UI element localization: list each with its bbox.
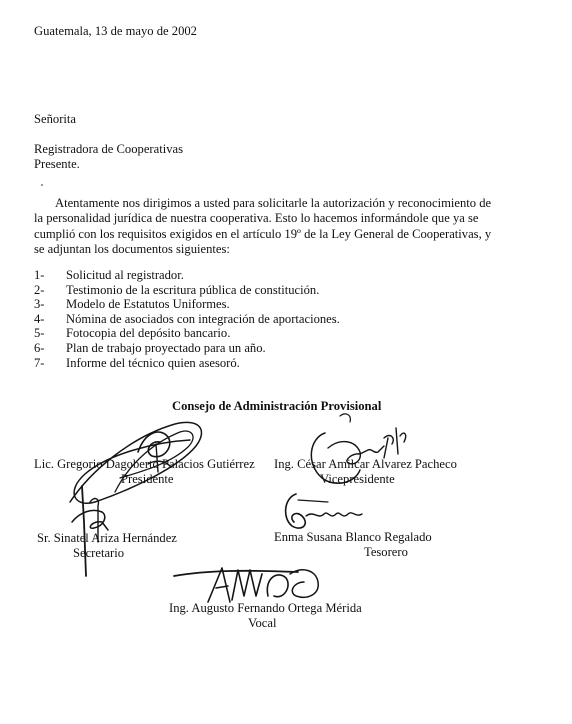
signature-vocal-scribble (168, 556, 328, 606)
list-item (34, 283, 340, 298)
council-heading: Consejo de Administración Provisional (172, 399, 382, 413)
signature-treasurer-scribble (278, 486, 368, 536)
list-item-text: Solicitud al registrador. (66, 268, 184, 282)
list-item-text: Nómina de asociados con integración de aportaciones. (66, 311, 340, 326)
signatory-name-president: Lic. Gregorio Dagoberto Palacios Gutiérrez (34, 457, 255, 471)
list-item-number: 5- (34, 326, 45, 341)
date-line: Guatemala, 13 de mayo de 2002 (34, 24, 197, 38)
recipient-title: Registradora de Cooperativas (34, 142, 183, 156)
signatory-name-vocal: Ing. Augusto Fernando Ortega Mérida (169, 601, 362, 615)
list-item-text: Informe del técnico quien asesoró. (66, 355, 240, 370)
list-item-number: 2- (34, 282, 45, 297)
list-item (34, 341, 340, 356)
list-item-number: 4- (34, 311, 45, 326)
list-item (34, 268, 340, 283)
list-item (34, 312, 340, 327)
signatory-name-secretary: Sr. Sinatel Ariza Hernández (37, 531, 177, 545)
list-item-number: 1- (34, 268, 45, 282)
body-line-4: se adjuntan los documentos siguientes: (34, 242, 230, 256)
recipient-line2: Presente. (34, 157, 80, 171)
signatory-role-vicepresident: Vicepresidente (320, 472, 395, 486)
signatory-name-treasurer: Enma Susana Blanco Regalado (274, 530, 432, 544)
scan-speck (41, 184, 43, 186)
list-item (34, 326, 340, 341)
list-item-text: Fotocopia del depósito bancario. (66, 326, 231, 341)
list-item-number: 6- (34, 340, 45, 355)
signatory-role-secretary: Secretario (73, 546, 125, 560)
documents-list (34, 268, 340, 370)
list-item-number: 7- (34, 355, 45, 370)
signatory-name-vicepresident: Ing. César Amilcar Alvarez Pacheco (274, 457, 457, 471)
list-item (34, 356, 340, 371)
list-item-number: 3- (34, 297, 45, 312)
list-item-text: Testimonio de la escritura pública de constitución. (66, 282, 320, 297)
body-line-3: cumplió con los requisitos exigidos en el artículo 19º de la Ley General de Cooperativas, y (34, 227, 492, 241)
list-item-text: Plan de trabajo proyectado para un año. (66, 340, 266, 355)
signatory-role-president: Presidente (121, 472, 174, 486)
salutation: Señorita (34, 112, 76, 126)
signatory-role-treasurer: Tesorero (364, 545, 408, 559)
signatory-role-vocal: Vocal (248, 616, 277, 630)
list-item (34, 297, 340, 312)
list-item-text: Modelo de Estatutos Uniformes. (66, 297, 230, 312)
body-line-2: la personalidad jurídica de nuestra cooperativa. Esto lo hacemos informándole que ya se (34, 211, 479, 225)
body-line-1: Atentamente nos dirigimos a usted para solicitarle la autorización y reconocimiento de (55, 196, 492, 210)
